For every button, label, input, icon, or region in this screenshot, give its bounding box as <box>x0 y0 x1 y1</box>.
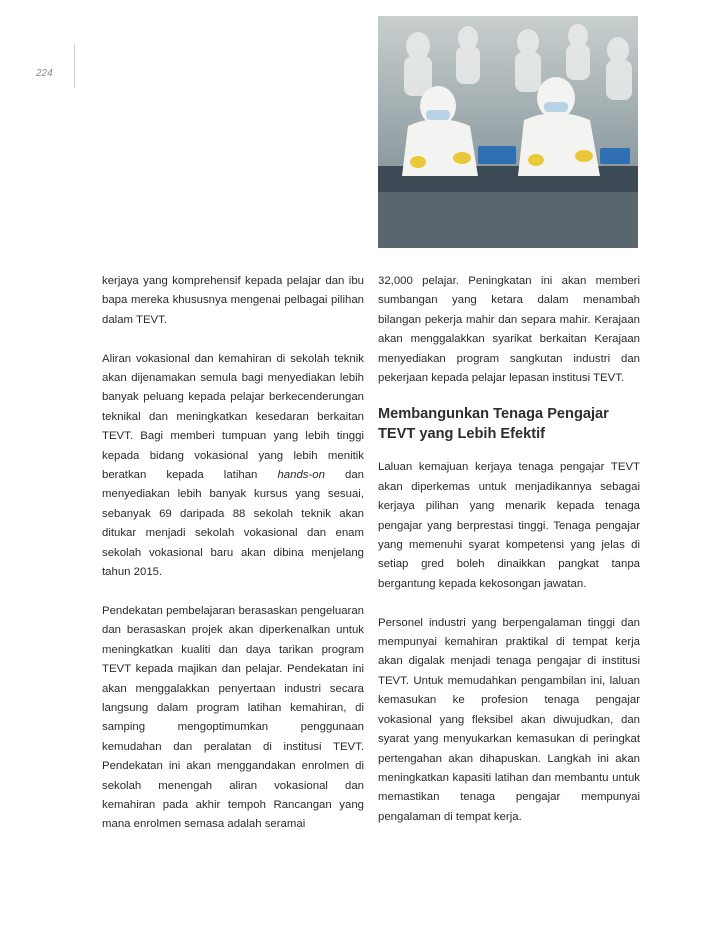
factory-workers-photo <box>378 16 638 248</box>
left-paragraph-2-text-a: Aliran vokasional dan kemahiran di sekolah teknik akan dijenamakan semula bagi menyediakan lebih banyak peluang kepada pelajar berkecenderungan teknikal dan meningkatkan kesedaran berkaitan TEVT. Bagi memberi tumpuan yang lebih tinggi kepada bidang vokasional yang lebih menitik beratkan kepada latihan <box>102 352 364 482</box>
left-paragraph-1: kerjaya yang komprehensif kepada pelajar dan ibu bapa mereka khususnya mengenai pelbagai pilihan dalam TEVT. <box>102 275 364 326</box>
left-paragraph-2-emphasis: hands-on <box>277 469 325 482</box>
left-paragraph-3: Pendekatan pembelajaran berasaskan pengeluaran dan berasaskan projek akan diperkenalkan untuk meningkatkan kualiti dan daya tarikan program TEVT kepada majikan dan pelajar. Pendekatan ini akan menggalakkan penyertaan industri secara langsung dalam program latihan kemahiran, di samping mengoptimumkan penggunaan kemudahan dan peralatan di institusi TEVT. Pendekatan ini akan menggandakan enrolmen di sekolah menengah aliran vokasional dan kemahiran pada akhir tempoh Rancangan yang mana enrolmen semasa adalah seramai <box>102 604 364 831</box>
margin-rule <box>74 44 75 88</box>
right-column <box>378 272 640 827</box>
photo-illustration <box>378 16 638 248</box>
right-paragraph-3: Personel industri yang berpengalaman tinggi dan mempunyai kemahiran praktikal di tempat kerja akan digalak menjadi tenaga pengajar di institusi TEVT. Untuk memudahkan pengambilan ini, laluan kemasukan ke profesion tenaga pengajar vokasional yang fleksibel akan diwujudkan, dan syarat yang menyukarkan kemasukan di peringkat pertengahan akan dihapuskan. Langkah ini akan meningkatkan kapasiti latihan dan membantu untuk memastikan tenaga pengajar mempunyai pengalaman di tempat kerja. <box>378 616 640 823</box>
left-paragraph-2-text-b: dan menyediakan lebih banyak kursus yang sesuai, sebanyak 69 daripada 88 sekolah teknik akan ditukar menjadi sekolah vokasional dan enam sekolah vokasional baru akan dibina menjelang tahun 2015. <box>102 469 364 579</box>
page-number: 224 <box>36 68 53 79</box>
right-paragraph-2: Laluan kemajuan kerjaya tenaga pengajar TEVT akan diperkemas untuk menjadikannya sebagai kerjaya pilihan yang menarik kepada tenaga pengajar yang berprestasi tinggi. Tenaga pengajar yang memenuhi syarat kompetensi yang jelas di setiap gred boleh dinaikkan pangkat tanpa bergantung kepada kekosongan jawatan. <box>378 461 640 590</box>
section-heading: Membangunkan Tenaga Pengajar TEVT yang Lebih Efektif <box>378 406 609 443</box>
right-paragraph-1: 32,000 pelajar. Peningkatan ini akan memberi sumbangan yang ketara dalam menambah bilangan pekerja mahir dan separa mahir. Kerajaan akan menggalakkan syarikat berkaitan Kerajaan menyediakan program sangkutan industri dan pekerjaan kepada pelajar lepasan institusi TEVT. <box>378 275 640 385</box>
left-paragraph-2 <box>102 350 364 583</box>
left-column <box>102 272 364 835</box>
